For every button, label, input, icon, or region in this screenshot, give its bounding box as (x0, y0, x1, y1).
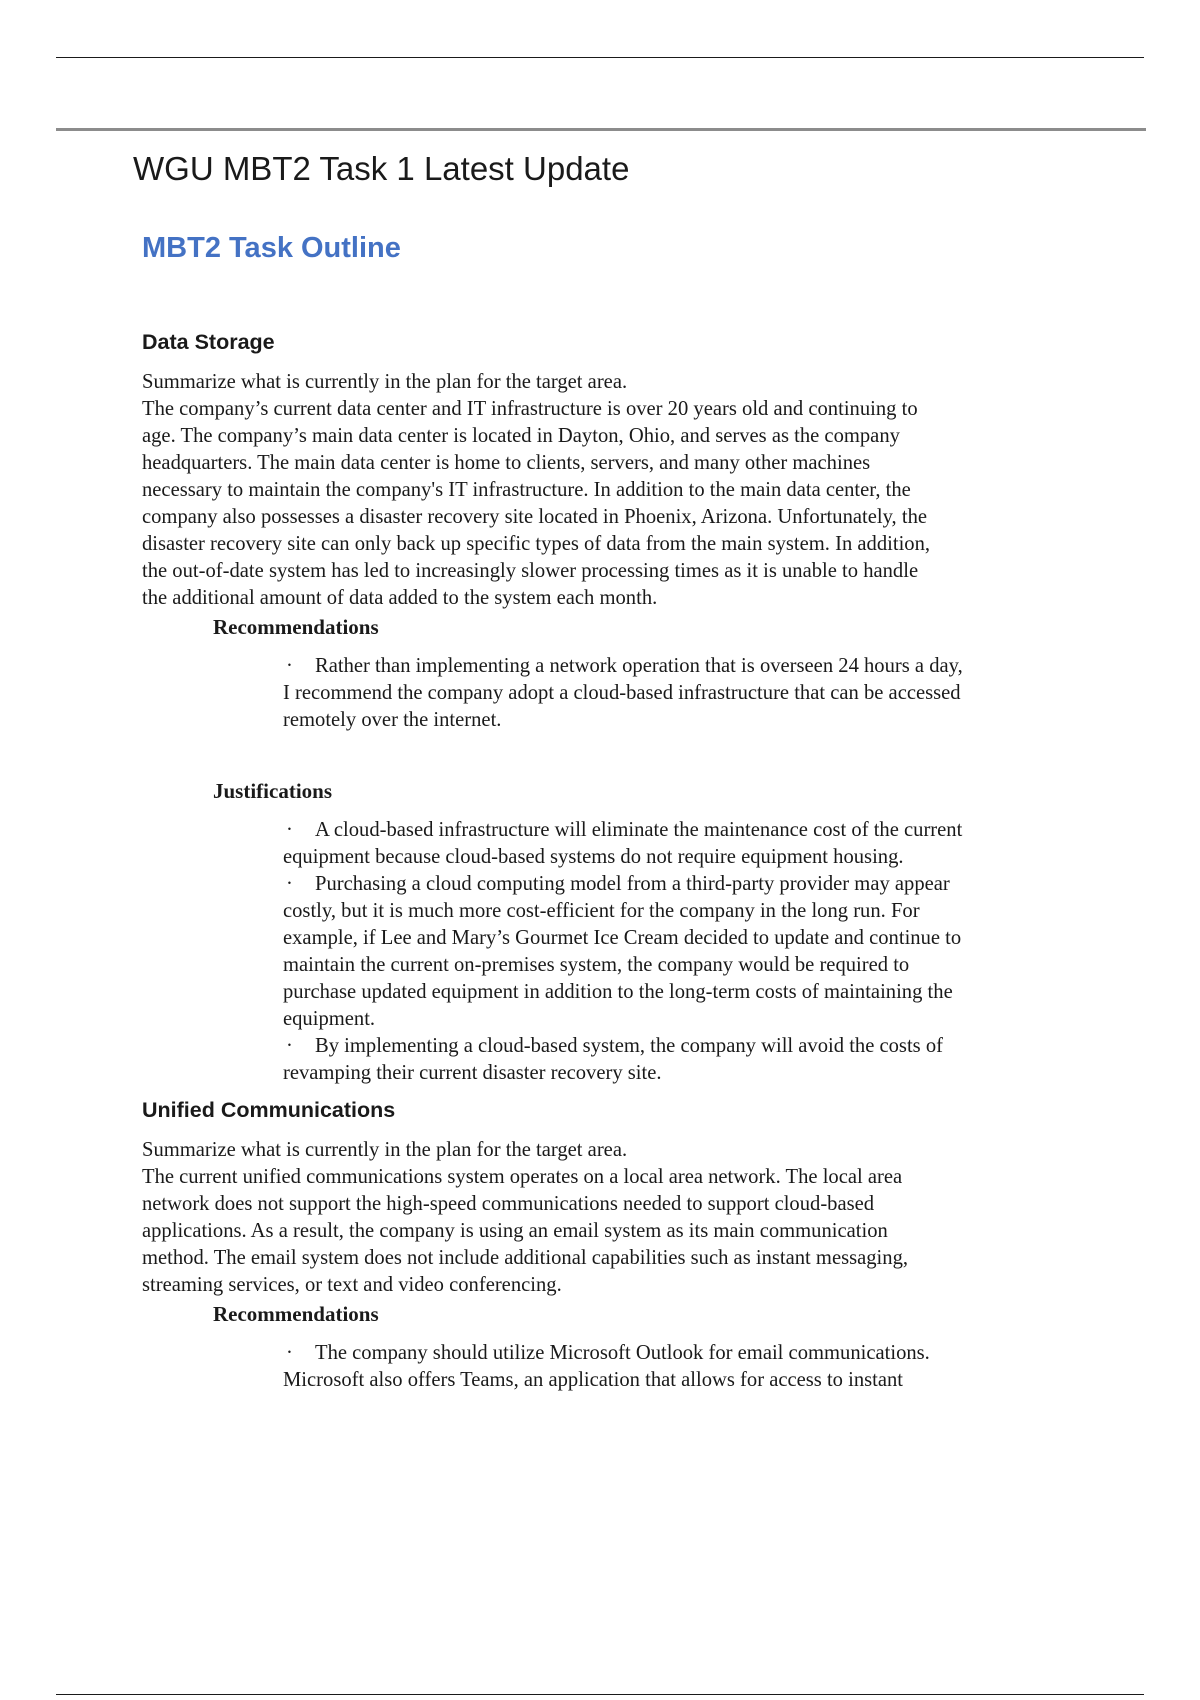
data-storage-section (142, 327, 1072, 1095)
bullet-text: The company should utilize Microsoft Outlook for email communications. (315, 1342, 930, 1364)
bullet-line (283, 1340, 1072, 1367)
paragraph-line: company also possesses a disaster recovery site located in Phoenix, Arizona. Unfortunately, the (142, 506, 928, 528)
data-storage-recommendations-list (283, 653, 1072, 734)
data-storage-justifications-list (283, 817, 1072, 1087)
top-rule (56, 57, 1144, 58)
bullet-line (283, 653, 1072, 680)
bullet-line: maintain the current on-premises system, the company would be required to (283, 954, 910, 976)
recommendation-item (283, 653, 1072, 734)
bullet-line: remotely over the internet. (283, 709, 502, 731)
bullet-icon: · (286, 655, 293, 677)
data-storage-summary-prompt (142, 369, 1072, 396)
bullet-line: revamping their current disaster recovery site. (283, 1062, 662, 1084)
paragraph-line: method. The email system does not include additional capabilities such as instant messaging, (142, 1247, 909, 1269)
bullet-line (283, 871, 1072, 898)
bullet-line (283, 1033, 1072, 1060)
paragraph-line: The company’s current data center and IT infrastructure is over 20 years old and continuing to (142, 398, 918, 420)
unified-communications-summary-prompt (142, 1137, 1072, 1164)
header-rule (56, 128, 1146, 131)
document-title: WGU MBT2 Task 1 Latest Update (133, 150, 630, 187)
spacer (142, 734, 1072, 776)
unified-communications-section (142, 1095, 1072, 1394)
paragraph-line: disaster recovery site can only back up specific types of data from the main system. In addition, (142, 533, 931, 555)
summary-line: Summarize what is currently in the plan for the target area. (142, 1139, 628, 1161)
bullet-icon: · (286, 1035, 293, 1057)
bottom-rule (56, 1694, 1144, 1695)
data-storage-current-state (142, 396, 1072, 612)
bullet-text: Purchasing a cloud computing model from a third-party provider may appear (315, 873, 950, 895)
bullet-icon: · (286, 873, 293, 895)
paragraph-line: the additional amount of data added to the system each month. (142, 587, 658, 609)
bullet-text: A cloud-based infrastructure will eliminate the maintenance cost of the current (315, 819, 963, 841)
recommendation-item (283, 1340, 1072, 1394)
justification-item (283, 1033, 1072, 1087)
paragraph-line: the out-of-date system has led to increasingly slower processing times as it is unable to handle (142, 560, 919, 582)
paragraph-line: The current unified communications system operates on a local area network. The local area (142, 1166, 903, 1188)
paragraph-line: age. The company’s main data center is located in Dayton, Ohio, and serves as the company (142, 425, 900, 447)
summary-line: Summarize what is currently in the plan for the target area. (142, 371, 628, 393)
bullet-line: purchase updated equipment in addition to the long-term costs of maintaining the (283, 981, 953, 1003)
paragraph-line: streaming services, or text and video conferencing. (142, 1274, 562, 1296)
bullet-text: By implementing a cloud-based system, the company will avoid the costs of (315, 1035, 943, 1057)
paragraph-line: network does not support the high-speed communications needed to support cloud-based (142, 1193, 875, 1215)
bullet-line: I recommend the company adopt a cloud-based infrastructure that can be accessed (283, 682, 961, 704)
bullet-line (283, 817, 1072, 844)
bullet-icon: · (286, 1342, 293, 1364)
bullet-text: Rather than implementing a network operation that is overseen 24 hours a day, (315, 655, 963, 677)
spacer (142, 1087, 1072, 1095)
data-storage-heading: Data Storage (142, 330, 275, 354)
unified-communications-heading: Unified Communications (142, 1098, 396, 1122)
paragraph-line: applications. As a result, the company is using an email system as its main communication (142, 1220, 888, 1242)
bullet-line: example, if Lee and Mary’s Gourmet Ice Cream decided to update and continue to (283, 927, 962, 949)
bullet-line: equipment. (283, 1008, 376, 1030)
paragraph-line: headquarters. The main data center is home to clients, servers, and many other machines (142, 452, 871, 474)
bullet-line: Microsoft also offers Teams, an application that allows for access to instant (283, 1369, 904, 1391)
unified-communications-current-state (142, 1164, 1072, 1299)
document-body (142, 327, 1072, 1394)
outline-heading: MBT2 Task Outline (142, 232, 401, 264)
bullet-line: costly, but it is much more cost-efficient for the company in the long run. For (283, 900, 920, 922)
unified-communications-recommendations-heading: Recommendations (213, 1302, 379, 1326)
justification-item (283, 871, 1072, 1033)
bullet-icon: · (286, 819, 293, 841)
data-storage-recommendations-heading: Recommendations (213, 615, 379, 639)
justification-item (283, 817, 1072, 871)
paragraph-line: necessary to maintain the company's IT infrastructure. In addition to the main data center, the (142, 479, 911, 501)
data-storage-justifications-heading: Justifications (213, 779, 333, 803)
unified-communications-recommendations-list (283, 1340, 1072, 1394)
bullet-line: equipment because cloud-based systems do not require equipment housing. (283, 846, 904, 868)
